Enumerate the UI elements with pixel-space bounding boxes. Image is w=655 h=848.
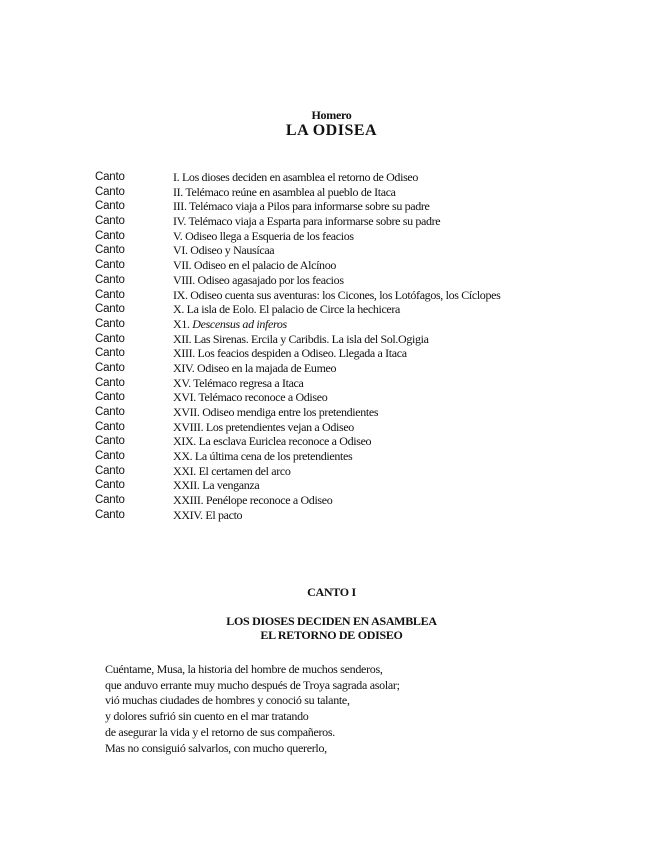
- toc-row: [95, 258, 615, 273]
- canto-heading: CANTO I: [307, 585, 356, 599]
- toc-chapter-italic-text: Descensus ad inferos: [192, 316, 287, 331]
- toc-chapter-text: II. Telémaco reúne en asamblea al pueblo de Itaca: [173, 184, 396, 199]
- toc-canto-label: Canto: [95, 273, 125, 286]
- toc-canto-label: Canto: [95, 494, 125, 507]
- toc-chapter-text: XXI. El certamen del arco: [173, 463, 291, 478]
- toc-row: [95, 464, 615, 479]
- toc-canto-label: Canto: [95, 435, 125, 448]
- toc-canto-label: Canto: [95, 508, 125, 521]
- toc-row: [95, 434, 615, 449]
- toc-canto-label: Canto: [95, 479, 125, 492]
- toc-row: [95, 199, 615, 214]
- toc-canto-label: Canto: [95, 288, 125, 301]
- toc-chapter-text: XII. Las Sirenas. Ercila y Caribdis. La isla del Sol.Ogigia: [173, 331, 429, 346]
- toc-canto-label: Canto: [95, 361, 125, 374]
- toc-chapter-text: VI. Odiseo y Nausícaa: [173, 243, 275, 258]
- toc-canto-label: Canto: [95, 347, 125, 360]
- toc-canto-label: Canto: [95, 420, 125, 433]
- toc-chapter-title: [173, 199, 430, 214]
- canto-subtitle-line-2: EL RETORNO DE ODISEO: [260, 628, 403, 642]
- toc-chapter-text: IV. Telémaco viaja a Esparta para informarse sobre su padre: [173, 214, 441, 229]
- toc-chapter-title: [173, 229, 354, 244]
- toc-chapter-text: XIV. Odiseo en la majada de Eumeo: [173, 360, 337, 375]
- toc-chapter-title: [173, 390, 327, 405]
- toc-chapter-title: [173, 405, 378, 420]
- toc-chapter-title: [173, 376, 304, 391]
- toc-chapter-title: [173, 243, 274, 258]
- toc-chapter-title: [173, 258, 336, 273]
- toc-row: [95, 449, 615, 464]
- toc-chapter-title: [173, 420, 354, 435]
- toc-chapter-title: [173, 449, 352, 464]
- toc-chapter-text: XX. La última cena de los pretendientes: [173, 449, 353, 464]
- toc-chapter-text: III. Telémaco viaja a Pilos para informarse sobre su padre: [173, 199, 430, 214]
- toc-row: [95, 405, 615, 420]
- toc-canto-label: Canto: [95, 406, 125, 418]
- toc-chapter-text: XXIV. El pacto: [173, 507, 243, 522]
- verse-line: Cuéntame, Musa, la historia del hombre de muchos senderos,: [105, 662, 383, 676]
- toc-canto-label: Canto: [95, 259, 125, 272]
- author-name: Homero: [311, 108, 352, 122]
- toc-chapter-text: XIII. Los feacios despiden a Odiseo. Llegada a Itaca: [173, 346, 407, 361]
- toc-row: [95, 229, 615, 244]
- toc-row: [95, 214, 615, 229]
- toc-chapter-title: [173, 361, 336, 376]
- toc-canto-label: Canto: [95, 200, 125, 213]
- toc-chapter-title: [173, 288, 500, 303]
- toc-chapter-text: X. La isla de Eolo. El palacio de Circe la hechicera: [173, 302, 401, 317]
- toc-row: [95, 302, 615, 317]
- toc-chapter-text: VIII. Odiseo agasajado por los feacios: [173, 272, 344, 287]
- toc-canto-label: Canto: [95, 244, 125, 257]
- toc-row: [95, 288, 615, 303]
- toc-chapter-title: [173, 317, 287, 332]
- toc-canto-label: Canto: [95, 229, 125, 242]
- toc-row: [95, 420, 615, 435]
- toc-canto-label: Canto: [95, 215, 125, 228]
- verse-line: y dolores sufrió sin cuento en el mar tratando: [105, 709, 309, 724]
- book-title: LA ODISEA: [285, 122, 378, 139]
- toc-row: [95, 346, 615, 361]
- toc-canto-label: Canto: [95, 464, 125, 477]
- toc-row: [95, 273, 615, 288]
- toc-chapter-text: X1.: [173, 316, 193, 331]
- toc-canto-label: Canto: [95, 185, 125, 198]
- toc-row: [95, 493, 615, 508]
- toc-chapter-title: [173, 464, 291, 479]
- toc-row: [95, 361, 615, 376]
- toc-row: [95, 185, 615, 200]
- toc-chapter-title: [173, 478, 259, 493]
- toc-row: [95, 332, 615, 347]
- toc-row: [95, 390, 615, 405]
- toc-chapter-text: V. Odiseo llega a Esqueria de los feacios: [173, 228, 354, 243]
- toc-chapter-title: [173, 332, 429, 347]
- toc-chapter-title: [173, 302, 400, 317]
- toc-chapter-title: [173, 170, 418, 185]
- toc-row: [95, 170, 615, 185]
- toc-canto-label: Canto: [95, 317, 125, 330]
- toc-row: [95, 376, 615, 391]
- toc-chapter-text: XXII. La venganza: [173, 478, 260, 493]
- toc-canto-label: Canto: [95, 450, 125, 463]
- verse-line: que anduvo errante muy mucho después de Troya sagrada asolar;: [105, 677, 400, 692]
- toc-chapter-text: XVII. Odiseo mendiga entre los pretendientes: [173, 405, 379, 419]
- toc-chapter-title: [173, 273, 344, 288]
- toc-chapter-title: [173, 493, 332, 508]
- toc-chapter-text: XIX. La esclava Euriclea reconoce a Odiseo: [173, 434, 372, 449]
- table-of-contents: [95, 170, 615, 523]
- toc-row: [95, 317, 615, 332]
- toc-row: [95, 508, 615, 523]
- toc-chapter-title: [173, 346, 407, 361]
- toc-chapter-title: [173, 434, 371, 449]
- toc-row: [95, 478, 615, 493]
- canto-subtitle-line-1: LOS DIOSES DECIDEN EN ASAMBLEA: [226, 614, 437, 628]
- verse-line: Mas no consiguió salvarlos, con mucho quererlo,: [105, 740, 327, 755]
- toc-chapter-text: XVIII. Los pretendientes vejan a Odiseo: [173, 419, 354, 434]
- toc-chapter-text: XXIII. Penélope reconoce a Odiseo: [173, 493, 333, 508]
- toc-chapter-text: IX. Odiseo cuenta sus aventuras: los Cicones, los Lotófagos, los Cíclopes: [173, 287, 501, 302]
- toc-chapter-text: XVI. Telémaco reconoce a Odiseo: [173, 390, 328, 405]
- toc-chapter-text: VII. Odiseo en el palacio de Alcínoo: [173, 258, 337, 273]
- toc-canto-label: Canto: [95, 332, 125, 345]
- verse-line: de asegurar la vida y el retorno de sus compañeros.: [105, 724, 335, 739]
- verse-block: [105, 662, 400, 756]
- toc-chapter-title: [173, 508, 242, 523]
- toc-chapter-title: [173, 214, 440, 229]
- toc-chapter-text: I. Los dioses deciden en asamblea el retorno de Odiseo: [173, 170, 419, 184]
- toc-chapter-title: [173, 185, 396, 200]
- toc-row: [95, 243, 615, 258]
- toc-canto-label: Canto: [95, 391, 125, 404]
- toc-canto-label: Canto: [95, 171, 125, 183]
- toc-canto-label: Canto: [95, 376, 125, 389]
- toc-canto-label: Canto: [95, 303, 125, 316]
- toc-chapter-text: XV. Telémaco regresa a Itaca: [173, 375, 304, 390]
- verse-line: vió muchas ciudades de hombres y conoció su talante,: [105, 693, 350, 708]
